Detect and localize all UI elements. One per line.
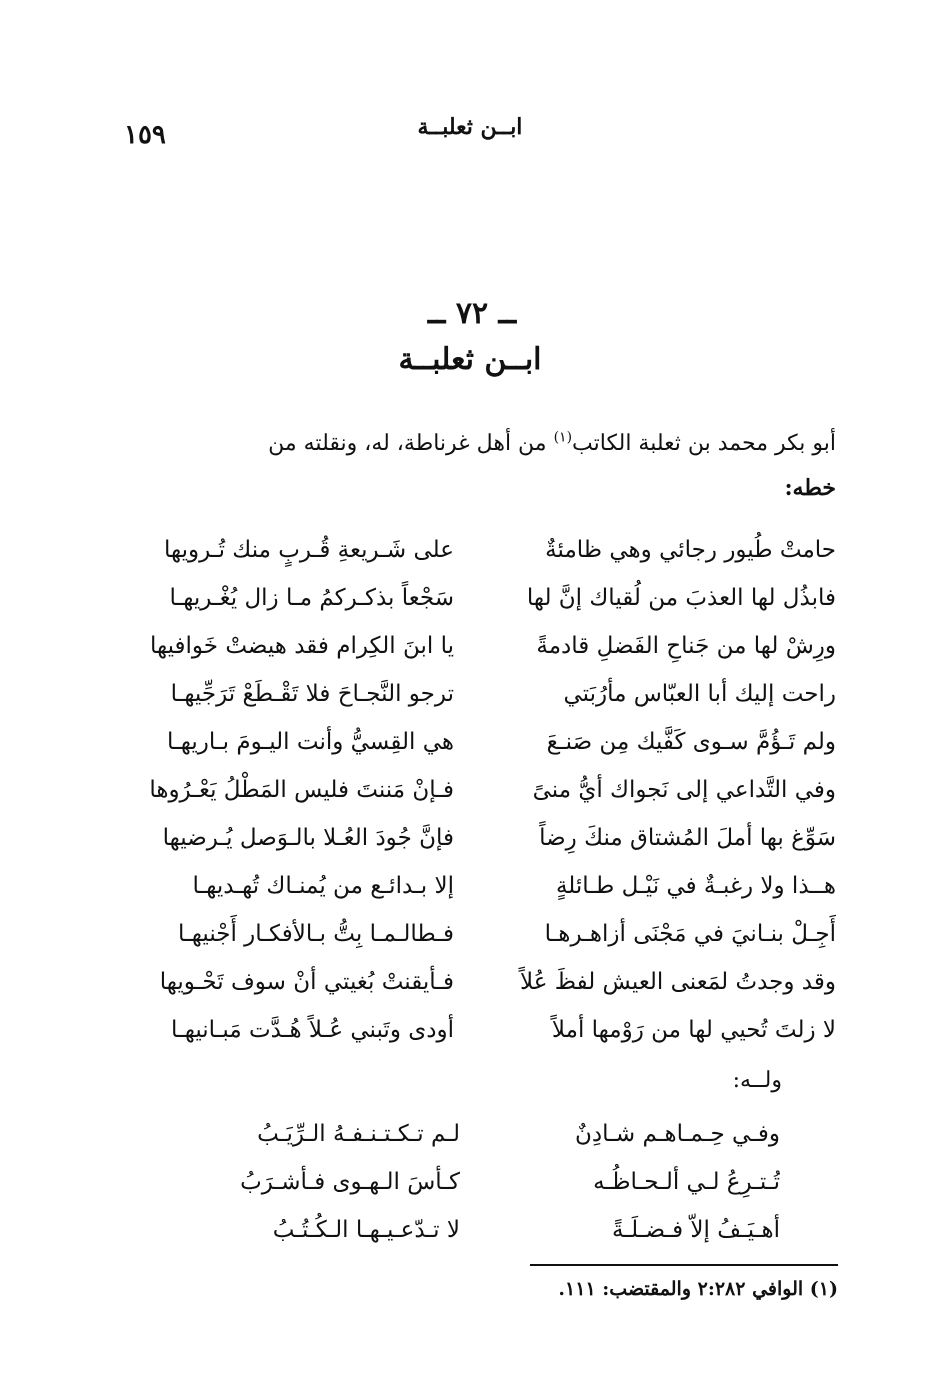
verse-line (124, 718, 836, 766)
verse-line (124, 814, 836, 862)
verse-first-hemistich: وفي التَّداعي إلى نَجواك أيُّ منىً (532, 777, 836, 803)
verse-line (124, 1006, 836, 1054)
verse-first-hemistich: وقد وجدتُ لمَعنى العيش لفظَ عُلاً (520, 969, 836, 995)
verse-line (124, 862, 836, 910)
verse-line (124, 958, 836, 1006)
poem-second (180, 1110, 780, 1254)
verse-first-hemistich: أَجِـلْ بنـانيَ في مَجْنَى أزاهـرهـا (544, 921, 836, 947)
intro-text: أبو بكر محمد بن ثعلبة الكاتب (572, 431, 836, 456)
footnote-divider (530, 1264, 838, 1266)
verse-line (124, 910, 836, 958)
verse-second-hemistich: فإنَّ جُودَ العُـلا بالـوَصل يُـرضيها (162, 825, 454, 851)
verse-second-hemistich: كـأسَ الـهـوى فـأشـرَبُ (240, 1169, 460, 1195)
verse-first-hemistich: راحت إليك أبا العبّاس مأرُبَتي (563, 681, 836, 707)
entry-number: ــ ٧٢ ــ (427, 296, 517, 331)
verse-second-hemistich: فـطالـمـا بِتُّ بـالأفكـار أَجْنيهـا (178, 921, 454, 947)
verse-line (180, 1206, 780, 1254)
verse-first-hemistich: لا زلتَ تُحيي لها من رَوْمها أملاً (551, 1017, 836, 1043)
verse-second-hemistich: أودى وتَبني عُـلاً هُـدَّت مَبـانيهـا (170, 1017, 454, 1043)
verse-line (124, 670, 836, 718)
verse-line (124, 766, 836, 814)
verse-first-hemistich: سَوِّغ بها أملَ المُشتاق منكَ رِضاً (539, 825, 836, 851)
verse-first-hemistich: تُـتـرِعُ لـي ألـحـاظُـه (593, 1169, 780, 1195)
verse-first-hemistich: أهـيَـفُ إلاّ فـضـلَـةً (612, 1217, 780, 1243)
verse-second-hemistich: فـأيقنتْ بُغيتي أنْ سوف تَحْـويها (159, 969, 454, 995)
verse-second-hemistich: هي القِسيُّ وأنت اليـومَ بـاريهـا (167, 729, 454, 755)
second-poem-label: ولــه: (732, 1068, 782, 1093)
footnote: (١) الوافي ٢:٢٨٢ والمقتضب: ١١١. (558, 1278, 838, 1300)
intro-text-rest: من أهل غرناطة، له، ونقلته من (268, 431, 554, 456)
verse-first-hemistich: وفـي حِـمـاهـم شـادِنٌ (575, 1121, 780, 1147)
entry-title: ابــن ثعلبــة (398, 342, 542, 377)
verse-first-hemistich: ولم تَـؤُمَّ سـوى كَفَّيك مِن صَنـعَ (546, 729, 836, 755)
verse-line (124, 574, 836, 622)
verse-second-hemistich: سَجْعاً بذكـركمُ مـا زال يُغْـريهـا (169, 585, 454, 611)
verse-first-hemistich: ورِشْ لها من جَناحِ الفَضلِ قادمةً (536, 633, 836, 659)
verse-second-hemistich: ترجو النَّجـاحَ فلا تَقْـطَعْ تَرَجِّيهـا (170, 681, 454, 707)
verse-second-hemistich: إلا بـدائـع من يُمنـاك تُهـديهـا (192, 873, 454, 899)
verse-second-hemistich: على شَـريعةِ قُـربٍ منك تُـرويها (164, 537, 454, 563)
verse-second-hemistich: يا ابنَ الكِرام فقد هيضتْ خَوافيها (149, 633, 454, 659)
page-number: ١٥٩ (124, 120, 166, 150)
verse-second-hemistich: فـإنْ مَننتَ فليس المَطْلُ يَعْـرُوها (149, 777, 454, 803)
footnote-marker: (١) (553, 429, 573, 446)
verse-second-hemistich: لا تـدّعـيـهـا الـكُـتُـبُ (272, 1217, 460, 1243)
entry-intro (124, 422, 836, 510)
verse-second-hemistich: لـم تـكـتـنـفـهُ الـرِّيَـبُ (257, 1121, 460, 1147)
verse-first-hemistich: حامتْ طُيور رجائي وهي ظامئةٌ (545, 537, 836, 563)
poem-main (124, 526, 836, 1054)
verse-line (180, 1110, 780, 1158)
running-header-title: ابــن ثعلبــة (417, 114, 523, 140)
intro-tail: خطه: (784, 475, 836, 501)
verse-line (124, 526, 836, 574)
verse-line (180, 1158, 780, 1206)
verse-first-hemistich: فابذُل لها العذبَ من لُقياك إنَّ لها (526, 585, 836, 611)
verse-line (124, 622, 836, 670)
verse-first-hemistich: هــذا ولا رغبـةٌ في نَيْـل طـائلةٍ (555, 873, 836, 899)
